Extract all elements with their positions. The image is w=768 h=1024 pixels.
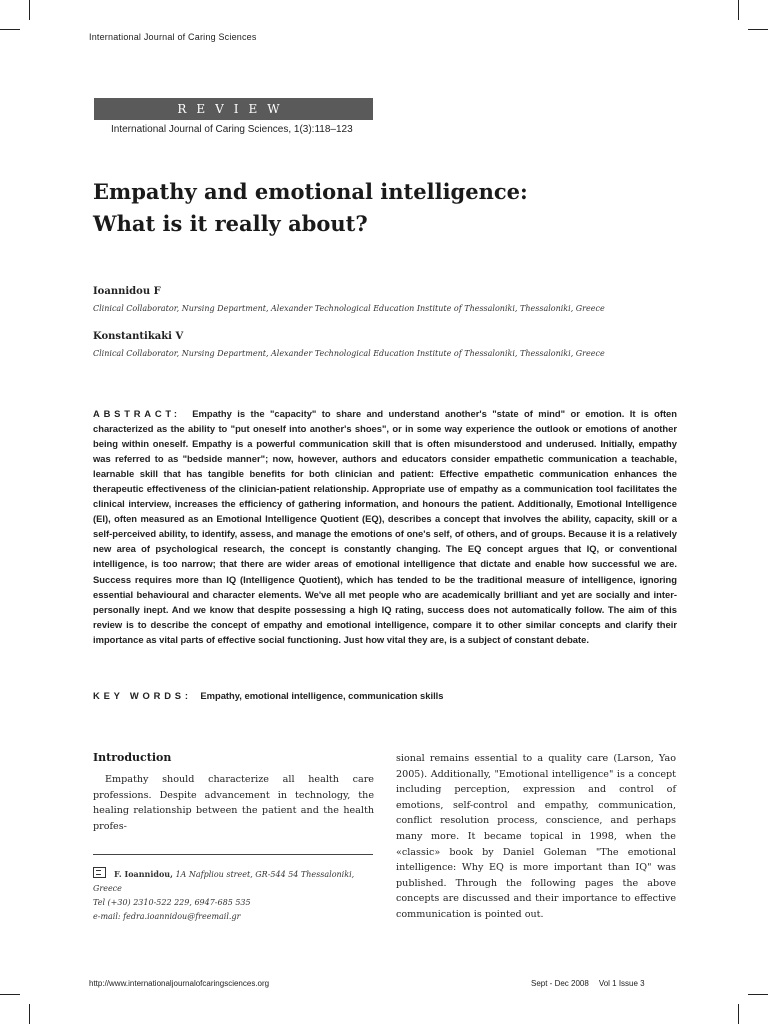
crop-mark xyxy=(29,1004,30,1024)
crop-mark xyxy=(738,1004,739,1024)
footer-issue xyxy=(531,979,645,988)
keywords-text: Empathy, emotional intelligence, communication skills xyxy=(200,690,444,701)
keywords xyxy=(93,690,444,701)
author-affiliation: Clinical Collaborator, Nursing Department, Alexander Technological Education Institute of Thessaloniki, Thessaloniki, Greece xyxy=(93,349,605,358)
footer-volume: Vol 1 Issue 3 xyxy=(598,979,645,988)
footnote-name: F. Ioannidou, xyxy=(114,869,173,879)
footnote-divider xyxy=(93,854,373,855)
abstract-text: Empathy is the "capacity" to share and understand another's "state of mind" or emotion. It is often characterized as the ability to "put oneself into another's shoes", or in some way experience the outlook or emotions of another being within oneself. Empathy is a powerful communication skill that is often misunderstood and underused. Initially, empathy was referred to as "bedside manner"; now, however, authors and educators consider empathetic communication a teachable, learnable skill that has tangible benefits for both clinician and patient: Effective empathetic communication enhances the therapeutic effectiveness of the clinician-patient relationship. Appropriate use of empathy as a communication tool facilitates the clinical interview, increases the efficiency of gathering information, and honours the patient. Additionally, Emotional Intelligence (EI), often measured as an Emotional Intelligence Quotient (EQ), describes a concept that involves the ability, capacity, skill or a self-perceived ability, to identify, assess, and manage the emotions of one's self, of others, and of groups. Because it is a relatively new area of psychological research, the concept is constantly changing. The EQ concept argues that IQ, or conventional intelligence, is too narrow; that there are wider areas of emotional intelligence that dictate and enable how successful we are. Success requires more than IQ (Intelligence Quotient), which has tended to be the traditional measure of intelligence, ignoring essential behavioural and character elements. We've all met people who are academically brilliant and yet are socially and inter-personally inept. And we know that despite possessing a high IQ rating, success does not automatically follow. The aim of this review is to describe the concept of empathy and emotional intelligence, compare it to other similar concepts and clarify their importance as vital parts of effective social functioning. Just how vital they are, is a subject of constant debate. xyxy=(93,408,678,645)
footer-date: Sept - Dec 2008 xyxy=(531,979,589,988)
journal-header: International Journal of Caring Sciences xyxy=(89,32,257,42)
footer-url[interactable]: http://www.internationaljournalofcaringsciences.org xyxy=(89,979,270,988)
abstract-label: ABSTRACT: xyxy=(93,408,181,419)
review-label: REVIEW xyxy=(94,98,373,120)
crop-mark xyxy=(738,0,739,20)
article-title xyxy=(93,176,528,240)
crop-mark xyxy=(0,29,20,30)
crop-mark xyxy=(29,0,30,20)
footnote-address: 1A Nafpliou street, GR-544 54 Thessaloniki, Greece xyxy=(93,870,355,893)
crop-mark xyxy=(0,994,20,995)
crop-mark xyxy=(748,29,768,30)
citation: International Journal of Caring Sciences, 1(3):118–123 xyxy=(111,124,353,135)
mail-icon xyxy=(93,867,106,878)
correspondence-footnote xyxy=(93,866,378,924)
intro-right-column: sional remains essential to a quality care (Larson, Yao 2005). Additionally, "Emotional intelligence" is a concept including perception, expression and control of emotions, self-control and empathy, communication, conflict resolution process, conscience, and perhaps many more. It became topical in 1998, when the «classic» book by Daniel Goleman "The emotional intelligence: Why EQ is more important than IQ" was published. Through the following pages the above concepts are discussed and their importance to effective communication is pointed out. xyxy=(396,753,676,920)
keywords-label: KEY WORDS: xyxy=(93,690,192,701)
title-line-1: Empathy and emotional intelligence: xyxy=(93,179,528,204)
footnote-email: e-mail: fedra.ioannidou@freemail.gr xyxy=(93,912,241,921)
section-heading: Introduction xyxy=(93,751,172,764)
crop-mark xyxy=(748,994,768,995)
abstract xyxy=(93,406,677,647)
title-line-2: What is it really about? xyxy=(93,211,368,236)
author-affiliation: Clinical Collaborator, Nursing Department, Alexander Technological Education Institute of Thessaloniki, Thessaloniki, Greece xyxy=(93,304,605,313)
author-name: Ioannidou F xyxy=(93,286,161,297)
author-name: Konstantikaki V xyxy=(93,331,184,342)
intro-left-column: Empathy should characterize all health care professions. Despite advancement in technology, the healing relationship between the patient and the health profes- xyxy=(93,774,374,832)
footnote-tel: Tel (+30) 2310-522 229, 6947-685 535 xyxy=(93,898,251,907)
